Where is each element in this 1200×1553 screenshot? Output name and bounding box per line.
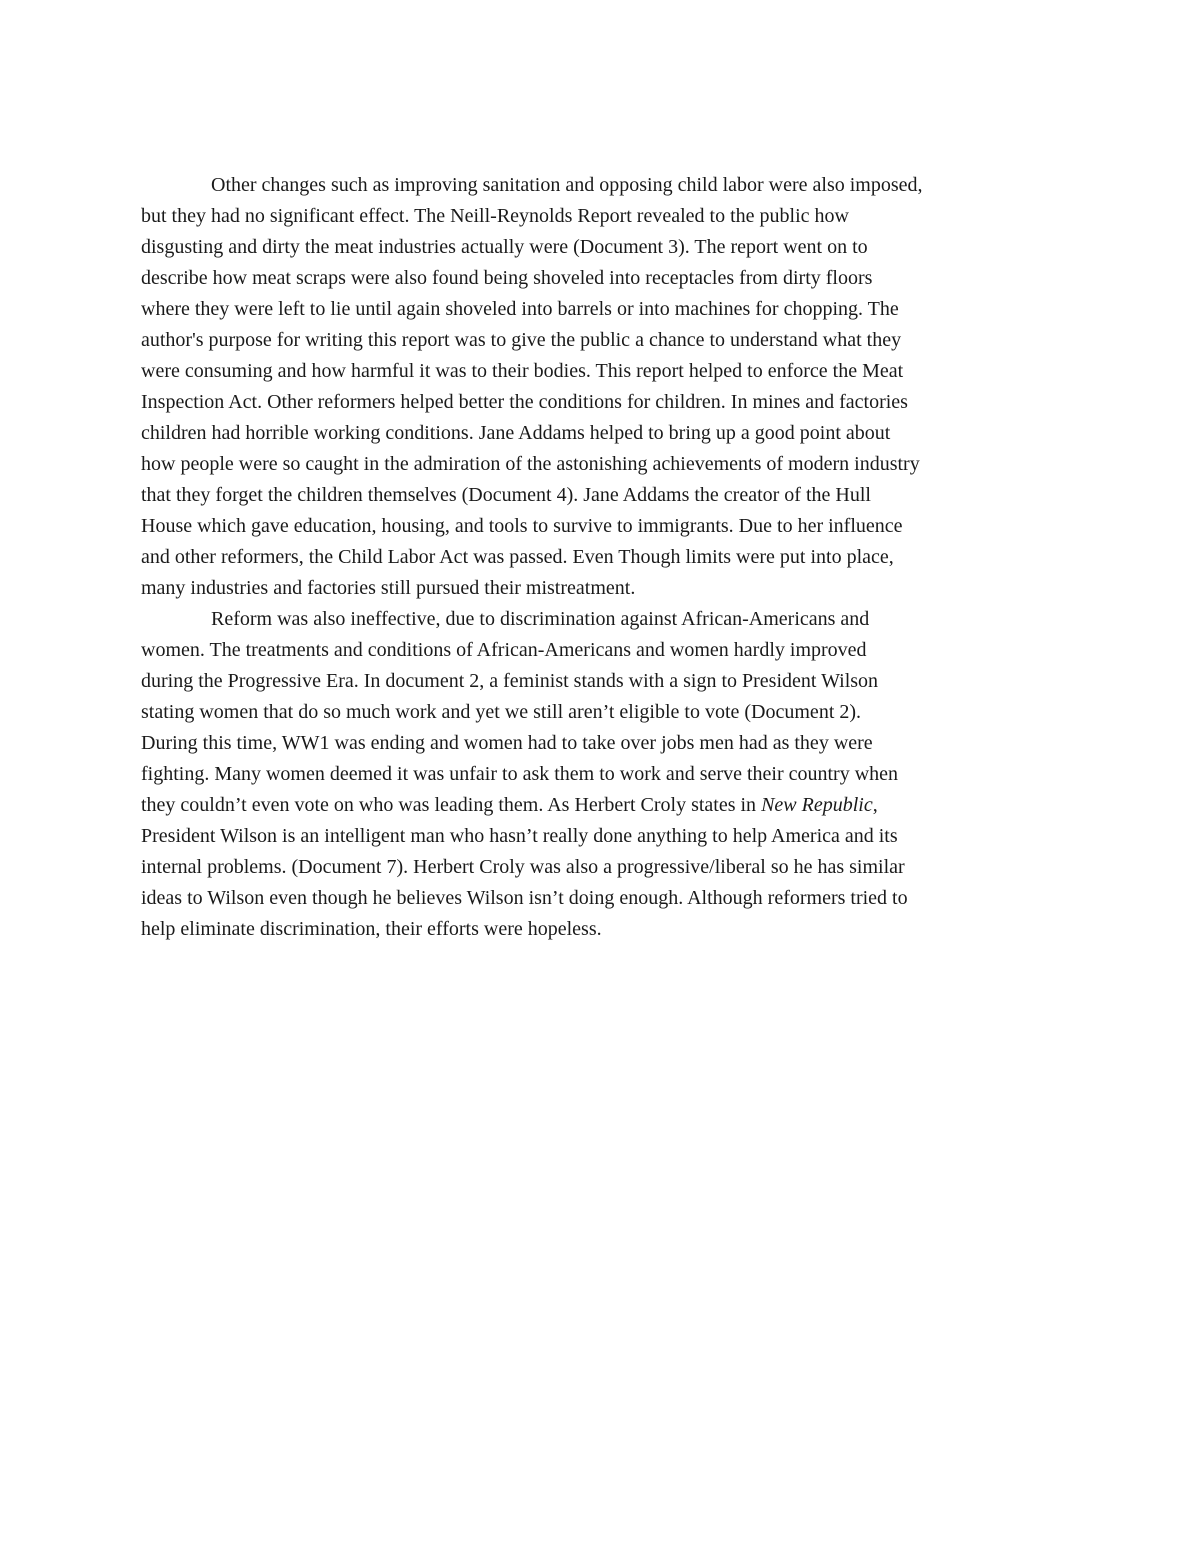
text-line: describe how meat scraps were also found being shoveled into receptacles from dirty floors [141,267,873,289]
text-line: how people were so caught in the admiration of the astonishing achievements of modern industry [141,453,920,475]
essay-body [141,170,1061,945]
text-line: children had horrible working conditions. Jane Addams helped to bring up a good point about [141,422,891,444]
text-line: were consuming and how harmful it was to their bodies. This report helped to enforce the Meat [141,360,904,382]
paragraph-1 [141,170,1061,604]
publication-title: New Republic [761,794,873,816]
text-fragment: , [872,794,878,816]
text-line: many industries and factories still pursued their mistreatment. [141,577,636,599]
text-line: During this time, WW1 was ending and women had to take over jobs men had as they were [141,732,873,754]
text-line: Reform was also ineffective, due to discrimination against African-Americans and [211,608,870,630]
text-line: ideas to Wilson even though he believes Wilson isn’t doing enough. Although reformers tried to [141,887,908,909]
text-line: internal problems. (Document 7). Herbert Croly was also a progressive/liberal so he has similar [141,856,905,878]
text-line: Other changes such as improving sanitation and opposing child labor were also imposed, [211,174,923,196]
text-line: that they forget the children themselves (Document 4). Jane Addams the creator of the Hull [141,484,871,506]
text-fragment: they couldn’t even vote on who was leading them. As Herbert Croly states in [141,794,762,816]
text-line: during the Progressive Era. In document 2, a feminist stands with a sign to President Wilson [141,670,879,692]
text-line: help eliminate discrimination, their efforts were hopeless. [141,918,602,940]
text-line: House which gave education, housing, and tools to survive to immigrants. Due to her influence [141,515,903,537]
text-line: author's purpose for writing this report was to give the public a chance to understand what they [141,329,902,351]
text-line: and other reformers, the Child Labor Act was passed. Even Though limits were put into place, [141,546,894,568]
text-line: where they were left to lie until again shoveled into barrels or into machines for chopping. The [141,298,899,320]
text-line-with-title [141,790,1061,821]
text-line: President Wilson is an intelligent man who hasn’t really done anything to help America and its [141,825,898,847]
text-line: Inspection Act. Other reformers helped better the conditions for children. In mines and factories [141,391,908,413]
text-line: but they had no significant effect. The Neill-Reynolds Report revealed to the public how [141,205,849,227]
text-line: disgusting and dirty the meat industries actually were (Document 3). The report went on to [141,236,868,258]
text-line: fighting. Many women deemed it was unfair to ask them to work and serve their country when [141,763,899,785]
text-line: women. The treatments and conditions of African-Americans and women hardly improved [141,639,867,661]
paragraph-2 [141,604,1061,945]
text-line: stating women that do so much work and yet we still aren’t eligible to vote (Document 2). [141,701,862,723]
